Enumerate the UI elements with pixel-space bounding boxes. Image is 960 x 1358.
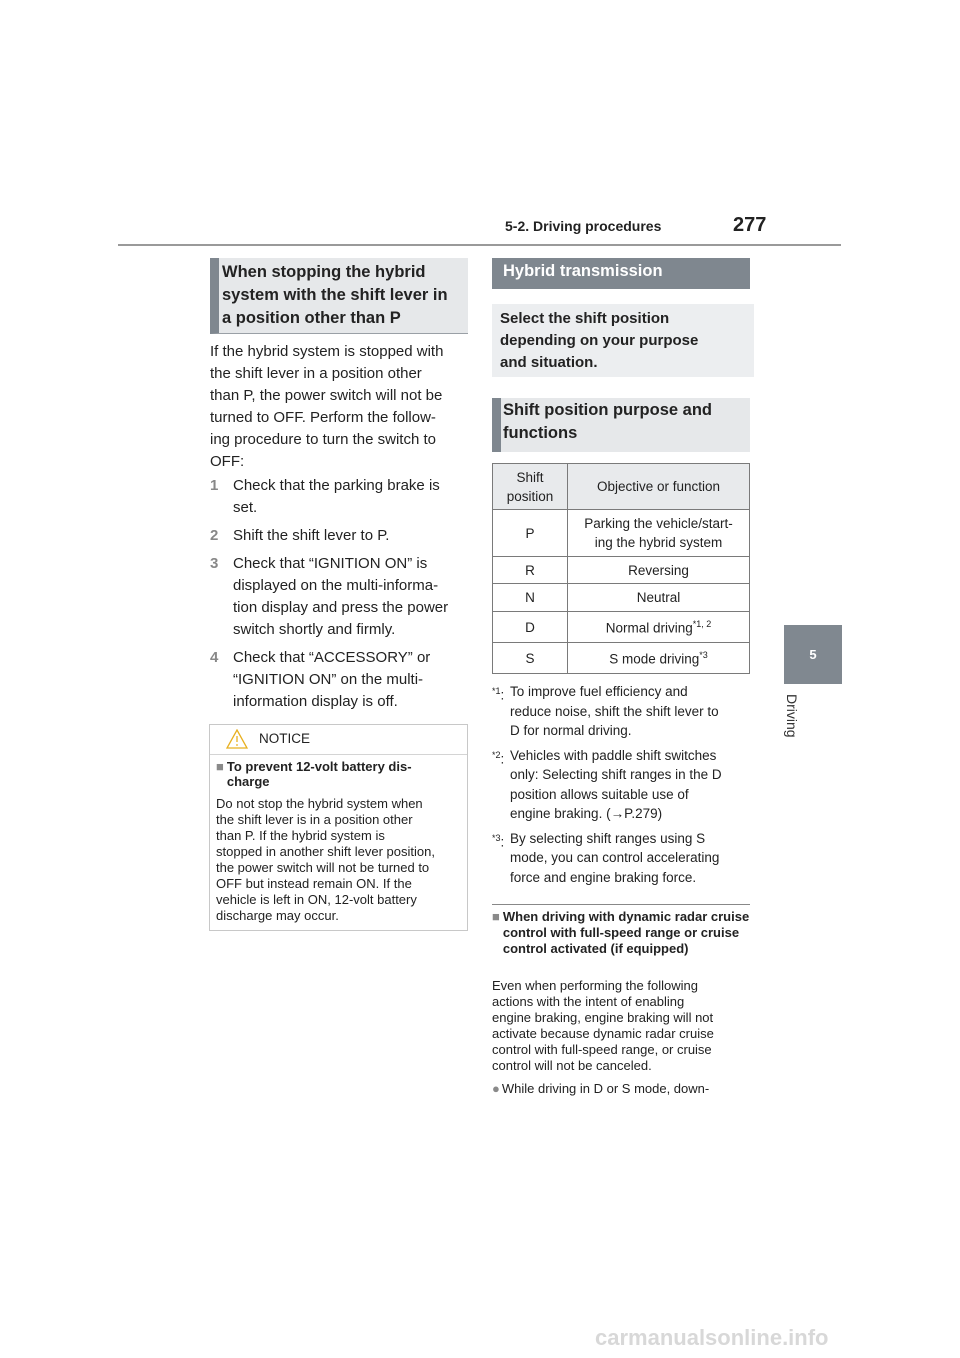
section-title: 5-2. Driving procedures [505, 218, 662, 234]
chapter-label: Driving [784, 694, 800, 738]
chapter-tab [784, 625, 842, 684]
warning-triangle-icon [226, 729, 248, 749]
notice-label: NOTICE [259, 731, 311, 746]
heading-shift-purpose: Shift position purpose and functions [492, 398, 750, 452]
select-shift-box: Select the shift position depending on your purpose and situation. [492, 304, 754, 377]
table-row: R Reversing [493, 557, 750, 584]
heading-stopping-hybrid: When stopping the hybrid system with the shift lever in a position other than P [210, 258, 468, 334]
footnote-1: $^{*1}$: To improve fuel efficiency and reduce noise, shift the shift lever to D for normal driving. [492, 684, 719, 738]
step-3: 3 Check that “IGNITION ON” is displayed on the multi-informa- tion display and press the power switch shortly and firmly. [210, 555, 449, 638]
subheading-radar-cruise: ■ When driving with dynamic radar cruise control with full-speed range or cruise control activated (if equipped) [492, 909, 750, 956]
table-row: S S mode driving$^{*3}$ [493, 643, 750, 674]
header-objective: Objective or function [568, 464, 750, 510]
notice-body: Do not stop the hybrid system when the shift lever is in a position other than P. If the hybrid system is stopped in another shift lever position, the power switch will not be turned to OFF but instead remain ON. If the vehicle is left in ON, 12-volt battery discharge may occur. [216, 796, 435, 923]
square-bullet-icon: ■ [216, 759, 224, 774]
notice-subheading: ■ To prevent 12-volt battery dis-charge [216, 759, 412, 789]
table-row: P Parking the vehicle/start- ing the hybrid system [493, 510, 750, 557]
bullet-item: ● While driving in D or S mode, down- [492, 1081, 710, 1096]
table-row: D Normal driving$^{*1, 2}$ [493, 612, 750, 643]
intro-paragraph: If the hybrid system is stopped with the shift lever in a position other than P, the power switch will not be turned to OFF. Perform the follow- ing procedure to turn the switch to OFF: [210, 343, 444, 470]
watermark: carmanualsonline.info [595, 1325, 829, 1350]
circle-bullet-icon: ● [492, 1081, 500, 1096]
step-4: 4 Check that “ACCESSORY” or “IGNITION ON” on the multi- information display is off. [210, 649, 431, 710]
chapter-number: 5 [809, 647, 817, 662]
page-number: 277 [733, 214, 767, 236]
table-header-row [493, 464, 750, 510]
footnote-3: $^{*3}$: By selecting shift ranges using S mode, you can control accelerating force and engine braking force. [492, 830, 720, 885]
notice-box [209, 724, 468, 931]
header-divider [118, 244, 841, 246]
table-row: N Neutral [493, 584, 750, 612]
footnotes [492, 682, 750, 892]
step-2: 2 Shift the shift lever to P. [210, 527, 390, 544]
procedure-steps [210, 475, 470, 719]
radar-cruise-paragraph: Even when performing the following actions with the intent of enabling engine braking, engine braking will not activate because dynamic radar cruise control with full-speed range, or cruise control will not be canceled. [492, 978, 714, 1073]
footnote-2: $^{*2}$: Vehicles with paddle shift switches only: Selecting shift ranges in the D position allows suitable use of engine braking. (→P.279) [492, 747, 722, 821]
shift-position-table [492, 463, 750, 674]
notice-header [210, 725, 467, 755]
step-1: 1 Check that the parking brake is set. [210, 477, 440, 516]
section-bar-hybrid-transmission: Hybrid transmission [492, 258, 750, 289]
header-shift-position: Shift position [493, 464, 568, 510]
divider [492, 904, 750, 905]
square-bullet-icon: ■ [492, 909, 500, 924]
